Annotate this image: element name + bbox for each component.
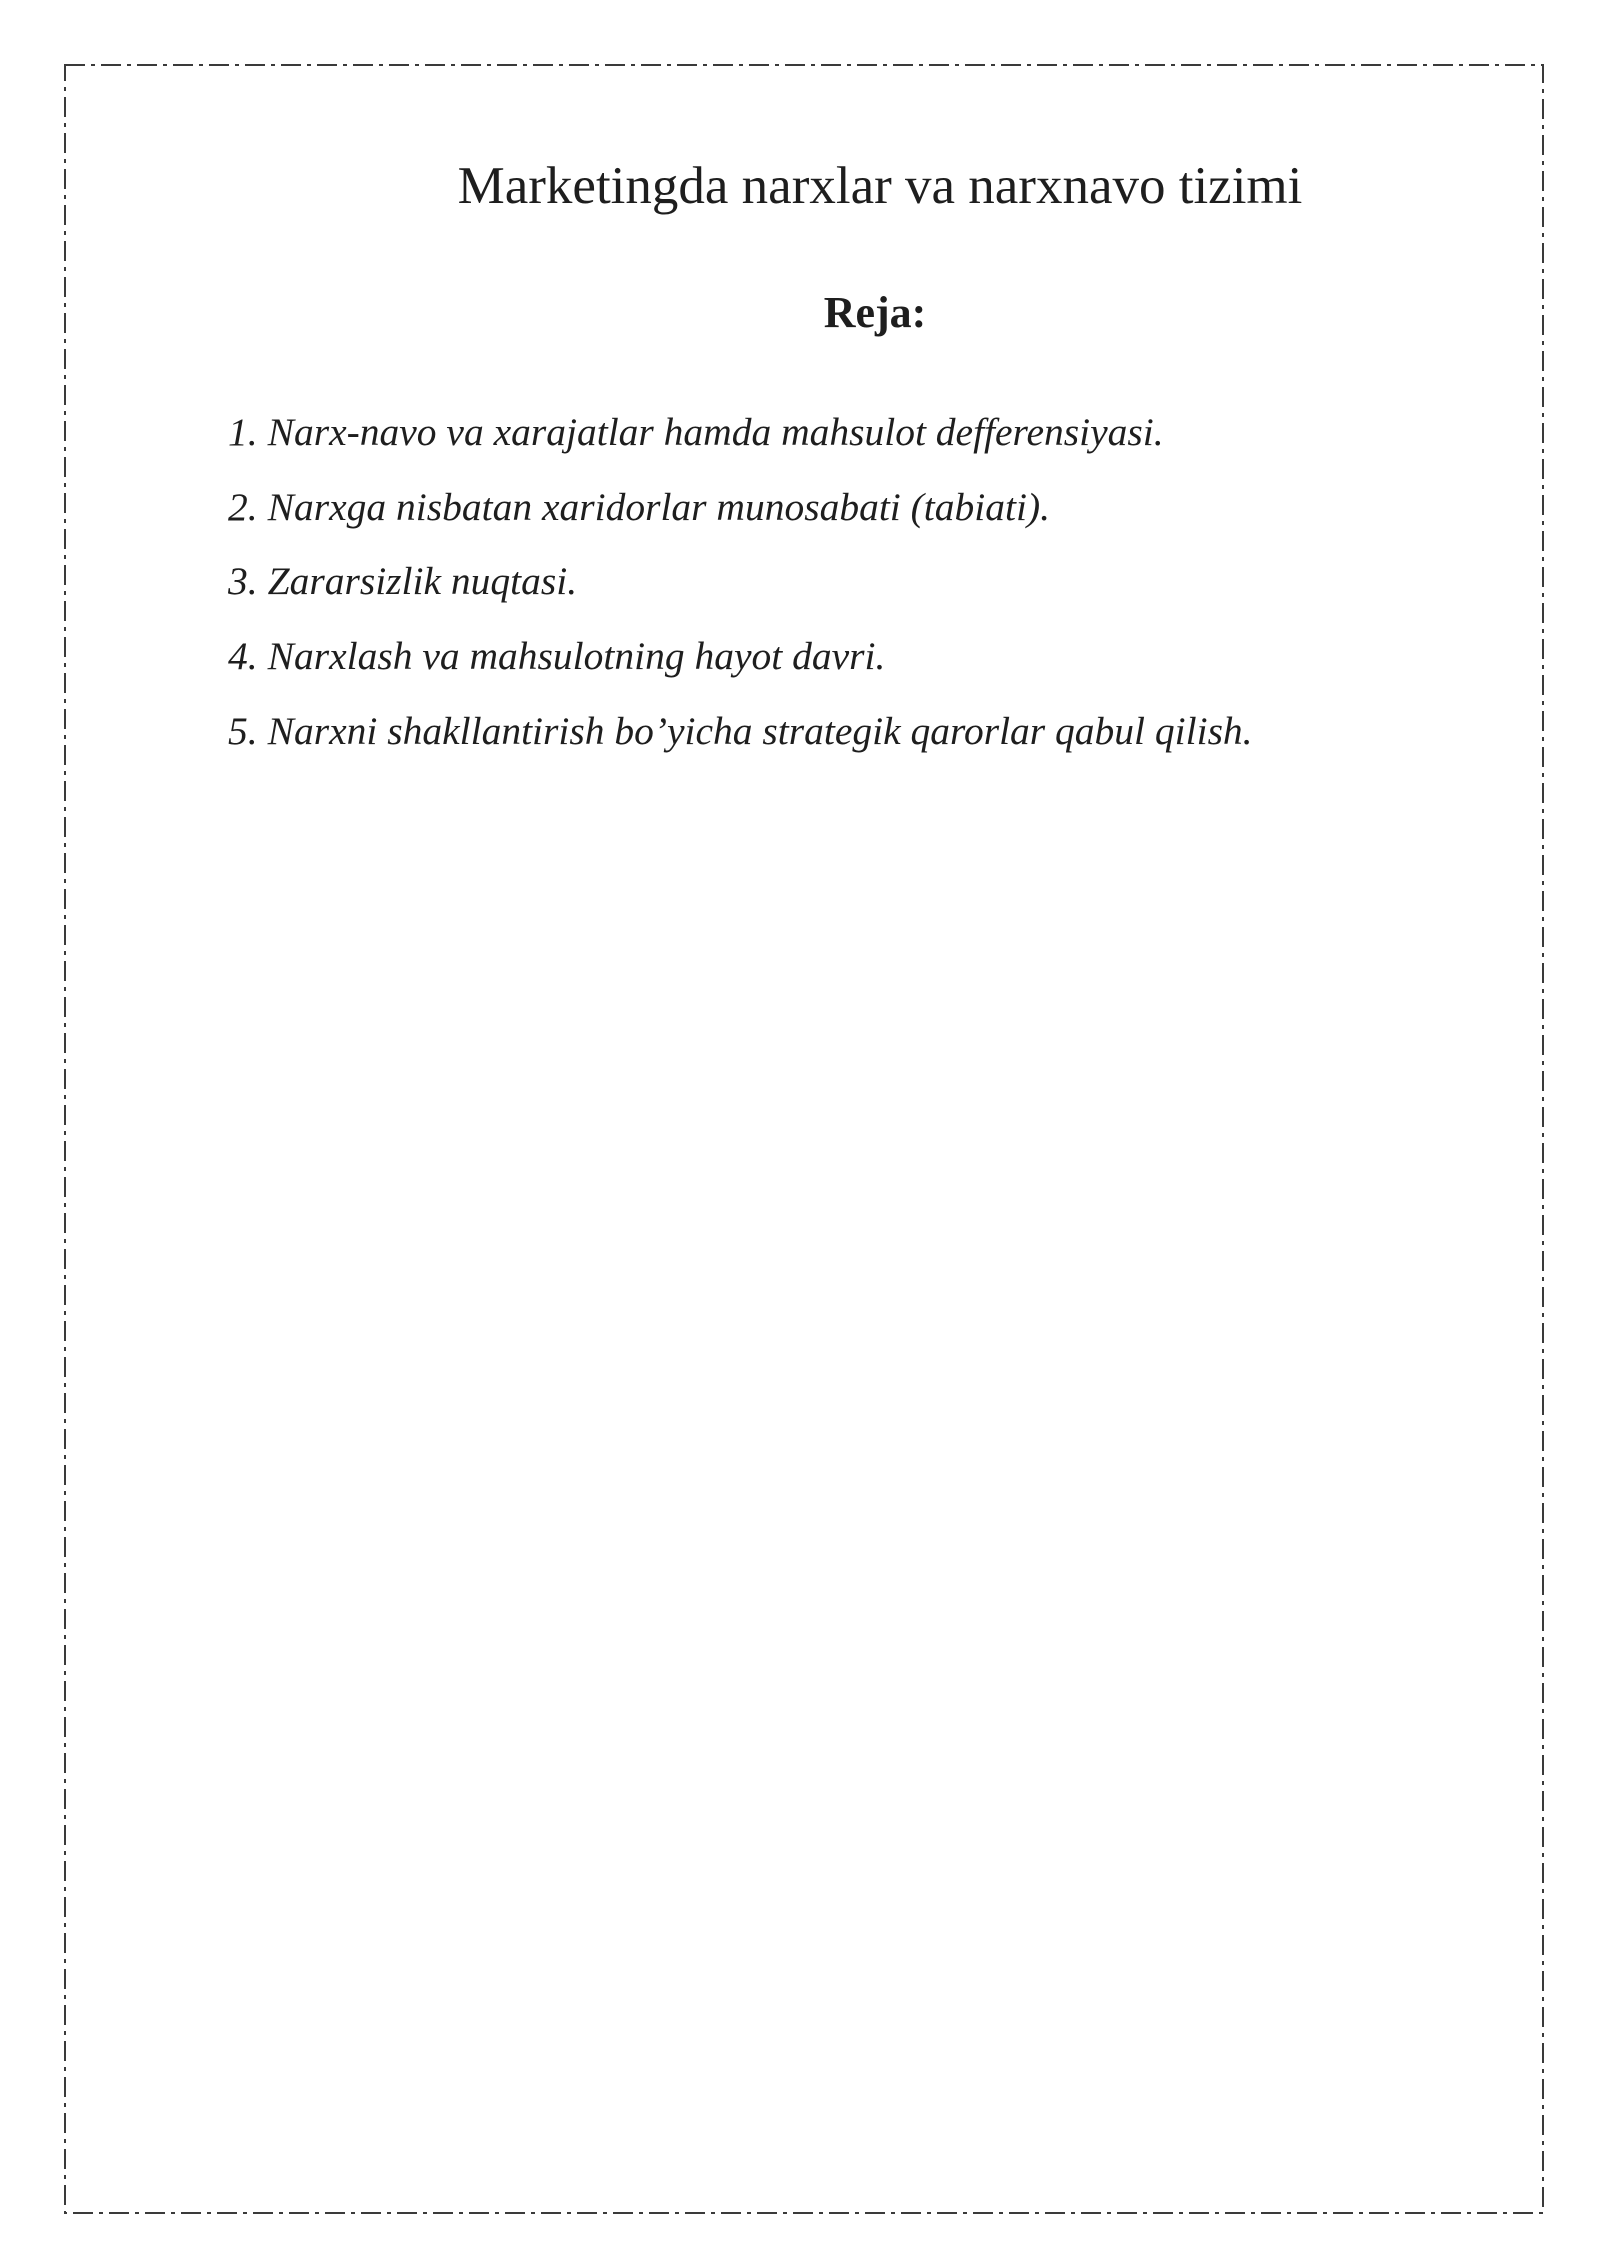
plan-item-text: Narxlash va mahsulotning hayot davri. (267, 634, 886, 679)
plan-item-number: 5. (228, 708, 258, 753)
document-title: Marketingda narxlar va narxnavo tizimi (457, 157, 1303, 215)
plan-item-text: Narxga nisbatan xaridorlar munosabati (tabiati). (267, 484, 1050, 529)
plan-item (228, 709, 1253, 754)
plan-item (228, 485, 1253, 530)
plan-item-number: 4. (228, 634, 258, 679)
plan-heading: Reja: (823, 288, 927, 337)
plan-item-text: Zararsizlik nuqtasi. (267, 559, 578, 604)
plan-item-number: 2. (228, 484, 258, 529)
plan-item (228, 559, 1253, 604)
plan-item-number: 3. (228, 559, 258, 604)
plan-item-text: Narx-navo va xarajatlar hamda mahsulot defferensiyasi. (267, 410, 1164, 454)
plan-item (228, 410, 1253, 455)
plan-item-text: Narxni shakllantirish bo’yicha strategik qarorlar qabul qilish. (267, 708, 1253, 753)
plan-item (228, 634, 1253, 679)
plan-list (228, 410, 1253, 783)
dash-dot-border (64, 64, 1544, 2214)
plan-item-number: 1. (228, 410, 258, 454)
page-border-frame (64, 64, 1544, 2214)
